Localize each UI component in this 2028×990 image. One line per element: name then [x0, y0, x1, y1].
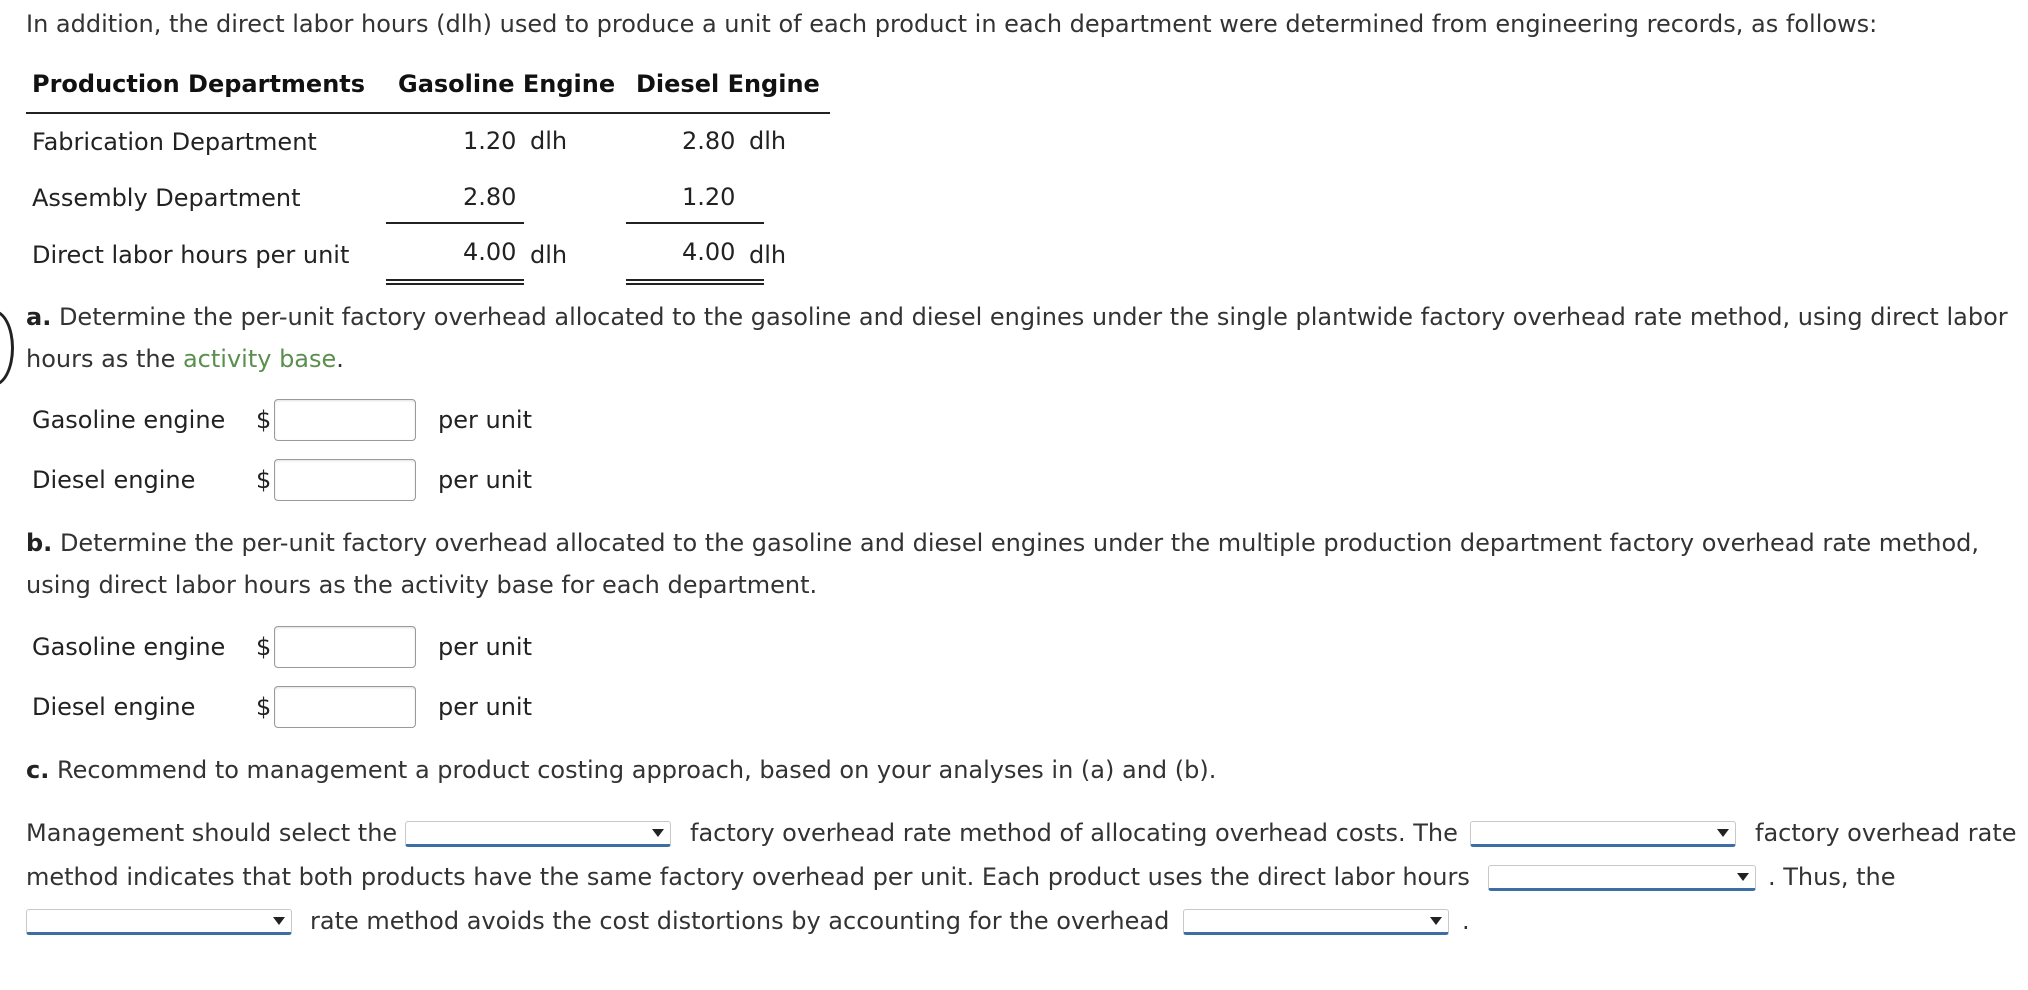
part-b-diesel-currency: $: [256, 693, 272, 721]
chevron-down-icon: [652, 829, 664, 837]
gasoline-total-double-rule: [386, 279, 524, 285]
diesel-subtotal-rule: [626, 222, 764, 224]
part-a-question: [26, 296, 2026, 380]
activity-base-link[interactable]: activity base: [182, 345, 337, 373]
table-header-rule: [26, 112, 830, 114]
part-a-text: Determine the per-unit factory overhead allocated to the gasoline and diesel engines under the single plantwide factory overhead rate method, using direct labor hours as the: [26, 303, 2008, 373]
part-c-sentence-4: method indicates that both products have the same factory overhead per unit. Each product uses the direct labor hours: [26, 863, 1470, 891]
part-a-diesel-label: Diesel engine: [32, 466, 196, 494]
row-label-total: Direct labor hours per unit: [32, 241, 350, 269]
col-header-gasoline: Gasoline Engine: [398, 70, 616, 98]
part-c-sentence-6: rate method avoids the cost distortions by accounting for the overhead: [310, 907, 1170, 935]
chevron-down-icon: [1737, 873, 1749, 881]
part-b-diesel-label: Diesel engine: [32, 693, 196, 721]
labor-hours-usage-select[interactable]: [1488, 865, 1756, 891]
fabrication-diesel-unit: dlh: [749, 127, 787, 155]
fabrication-gasoline-unit: dlh: [530, 127, 568, 155]
chevron-down-icon: [1717, 829, 1729, 837]
compared-method-select[interactable]: [1470, 821, 1736, 847]
part-a-gasoline-input[interactable]: [274, 399, 416, 441]
part-c-sentence-3: factory overhead rate: [1755, 819, 2017, 847]
chevron-down-icon: [1430, 917, 1442, 925]
total-gasoline-value: 4.00: [463, 238, 517, 266]
part-a-gasoline-label: Gasoline engine: [32, 406, 226, 434]
part-c-letter: c.: [26, 756, 50, 784]
part-b-gasoline-currency: $: [256, 633, 272, 661]
part-a-diesel-currency: $: [256, 466, 272, 494]
fabrication-diesel-value: 2.80: [682, 127, 736, 155]
part-c-sentence-5: . Thus, the: [1768, 863, 1896, 891]
part-c-question: [26, 749, 2026, 791]
part-c-text: Recommend to management a product costing approach, based on your analyses in (a) and (b).: [56, 756, 1217, 784]
part-a-end: .: [336, 345, 344, 373]
part-b-gasoline-input[interactable]: [274, 626, 416, 668]
part-b-question: [26, 522, 2026, 606]
intro-text: In addition, the direct labor hours (dlh) used to produce a unit of each product in each department were determined from engineering records, as follows:: [26, 10, 1878, 38]
part-c-sentence-2: factory overhead rate method of allocating overhead costs. The: [690, 819, 1458, 847]
part-b-diesel-input[interactable]: [274, 686, 416, 728]
assembly-diesel-value: 1.20: [682, 183, 736, 211]
part-a-gasoline-currency: $: [256, 406, 272, 434]
col-header-diesel: Diesel Engine: [636, 70, 820, 98]
part-a-gasoline-unit: per unit: [438, 406, 532, 434]
part-b-gasoline-label: Gasoline engine: [32, 633, 226, 661]
row-label-fabrication: Fabrication Department: [32, 128, 317, 156]
fabrication-gasoline-value: 1.20: [463, 127, 517, 155]
part-c-sentence-1: Management should select the: [26, 819, 398, 847]
total-diesel-value: 4.00: [682, 238, 736, 266]
assembly-gasoline-value: 2.80: [463, 183, 517, 211]
part-c-period: .: [1462, 907, 1470, 935]
chevron-down-icon: [273, 917, 285, 925]
left-edge-decoration: [0, 310, 14, 386]
total-gasoline-unit: dlh: [530, 241, 568, 269]
part-a-diesel-unit: per unit: [438, 466, 532, 494]
part-b-letter: b.: [26, 529, 53, 557]
recommended-method-select[interactable]: [405, 821, 671, 847]
part-b-gasoline-unit: per unit: [438, 633, 532, 661]
part-a-letter: a.: [26, 303, 52, 331]
part-b-diesel-unit: per unit: [438, 693, 532, 721]
part-b-text: Determine the per-unit factory overhead allocated to the gasoline and diesel engines under the multiple production department factory overhead rate method, using direct labor hours as the activity base for each department.: [26, 529, 1980, 599]
row-label-assembly: Assembly Department: [32, 184, 301, 212]
rate-method-select[interactable]: [26, 909, 292, 935]
gasoline-subtotal-rule: [386, 222, 524, 224]
part-a-diesel-input[interactable]: [274, 459, 416, 501]
col-header-departments: Production Departments: [32, 70, 366, 98]
diesel-total-double-rule: [626, 279, 764, 285]
overhead-differences-select[interactable]: [1183, 909, 1449, 935]
total-diesel-unit: dlh: [749, 241, 787, 269]
